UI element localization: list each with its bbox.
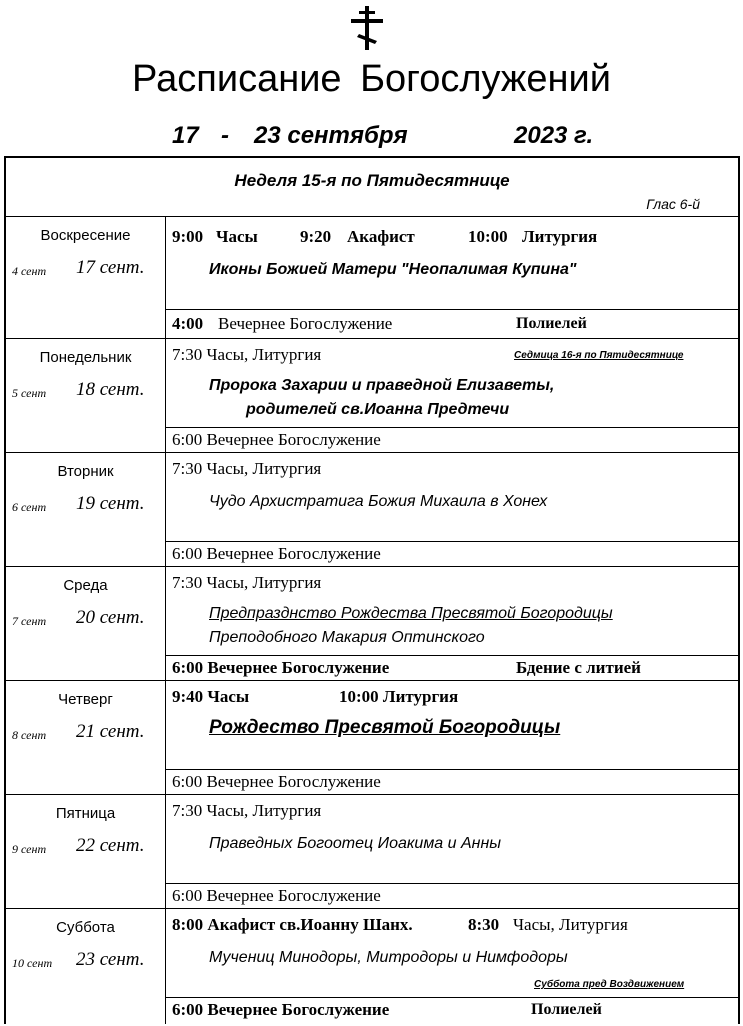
- service-time: 10:00: [468, 227, 508, 246]
- morning-service: 7:30 Часы, Литургия: [172, 573, 322, 592]
- new-style-date: 22 сент.: [76, 835, 145, 856]
- new-style-date: 19 сент.: [76, 493, 145, 514]
- evening-divider: [165, 427, 738, 428]
- evening-service: 6:00 Вечернее Богослужение: [172, 772, 381, 791]
- week-note: Седмица 16-я по Пятидесятнице: [514, 350, 684, 361]
- morning-service: 7:30 Часы, Литургия: [172, 801, 322, 820]
- evening-note: Бдение с литией: [516, 658, 641, 677]
- feast-text: Рождество Пресвятой Богородицы: [209, 717, 561, 738]
- orthodox-cross-icon: [349, 6, 385, 50]
- old-style-date: 10 сент: [12, 956, 53, 970]
- day-name: Пятница: [55, 805, 116, 822]
- service-time: 9:00: [172, 227, 204, 246]
- evening-note: Полиелей: [531, 1001, 602, 1018]
- day-name: Среда: [63, 577, 108, 594]
- evening-service: 6:00 Вечернее Богослужение: [172, 658, 390, 677]
- schedule-table: [4, 156, 740, 1024]
- column-divider: [165, 217, 166, 1024]
- feast-text: Преподобного Макария Оптинского: [209, 629, 485, 646]
- service-time: 8:30: [468, 915, 500, 934]
- old-style-date: 7 сент: [12, 614, 47, 628]
- day-name: Воскресение: [40, 227, 131, 244]
- feast-text: Праведных Богоотец Иоакима и Анны: [209, 835, 502, 852]
- old-style-date: 6 сент: [12, 500, 47, 514]
- morning-service: 7:30 Часы, Литургия: [172, 459, 322, 478]
- evening-service: 6:00 Вечернее Богослужение: [172, 1000, 390, 1019]
- service-label: Часы: [216, 227, 258, 246]
- evening-service: 6:00 Вечернее Богослужение: [172, 544, 381, 563]
- day-row-wednesday: [6, 567, 738, 681]
- service-time: 9:20: [300, 227, 332, 246]
- evening-time: 4:00: [172, 314, 204, 333]
- week-name: Неделя 15-я по Пятидесятнице: [234, 171, 510, 190]
- feast-text: Пророка Захарии и праведной Елизаветы,: [209, 377, 555, 394]
- evening-service: Вечернее Богослужение: [218, 314, 393, 333]
- day-row-saturday: [6, 909, 738, 1026]
- evening-service: 6:00 Вечернее Богослужение: [172, 430, 381, 449]
- old-style-date: 4 сент: [12, 264, 47, 278]
- evening-divider: [165, 655, 738, 656]
- day-row-friday: [6, 795, 738, 909]
- new-style-date: 23 сент.: [76, 949, 145, 970]
- day-row-tuesday: [6, 453, 738, 567]
- feast-text: Мучениц Минодоры, Митродоры и Нимфодоры: [209, 949, 568, 966]
- evening-divider: [165, 541, 738, 542]
- saturday-note: Суббота пред Воздвижением: [534, 979, 685, 990]
- service-label: Часы, Литургия: [513, 915, 628, 934]
- day-name: Четверг: [58, 691, 113, 708]
- feast-text: Иконы Божией Матери "Неопалимая Купина": [209, 261, 577, 278]
- date-from: 17: [172, 122, 199, 149]
- date-dash: -: [221, 122, 229, 149]
- week-tone: Глас 6-й: [646, 196, 700, 212]
- new-style-date: 21 сент.: [76, 721, 145, 742]
- feast-text: Предпразднство Рождества Пресвятой Богородицы: [209, 605, 613, 622]
- feast-text: родителей св.Иоанна Предтечи: [246, 401, 510, 418]
- evening-service: 6:00 Вечернее Богослужение: [172, 886, 381, 905]
- date-to: 23 сентября: [254, 122, 408, 149]
- new-style-date: 18 сент.: [76, 379, 145, 400]
- old-style-date: 8 сент: [12, 728, 47, 742]
- week-header: [6, 158, 738, 217]
- evening-divider: [165, 883, 738, 884]
- akathist-service: 8:00 Акафист св.Иоанну Шанх.: [172, 915, 413, 934]
- day-row-monday: [6, 339, 738, 453]
- liturgy-service: 10:00 Литургия: [339, 687, 459, 706]
- day-row-sunday: [6, 217, 738, 339]
- day-row-thursday: [6, 681, 738, 795]
- evening-divider: [165, 769, 738, 770]
- feast-text: Чудо Архистратига Божия Михаила в Хонех: [209, 493, 548, 510]
- new-style-date: 17 сент.: [76, 257, 145, 278]
- day-name: Понедельник: [39, 349, 132, 366]
- morning-service: 9:40 Часы: [172, 687, 250, 706]
- service-label: Литургия: [522, 227, 598, 246]
- evening-note: Полиелей: [516, 315, 587, 332]
- day-name: Суббота: [56, 919, 115, 936]
- service-label: Акафист: [347, 227, 415, 246]
- morning-service: 7:30 Часы, Литургия: [172, 345, 322, 364]
- old-style-date: 9 сент: [12, 842, 47, 856]
- old-style-date: 5 сент: [12, 386, 47, 400]
- day-name: Вторник: [57, 463, 114, 480]
- page-title: Расписание Богослужений: [132, 58, 611, 100]
- new-style-date: 20 сент.: [76, 607, 145, 628]
- year: 2023 г.: [514, 122, 594, 149]
- evening-divider: [165, 309, 738, 310]
- evening-divider: [165, 997, 738, 998]
